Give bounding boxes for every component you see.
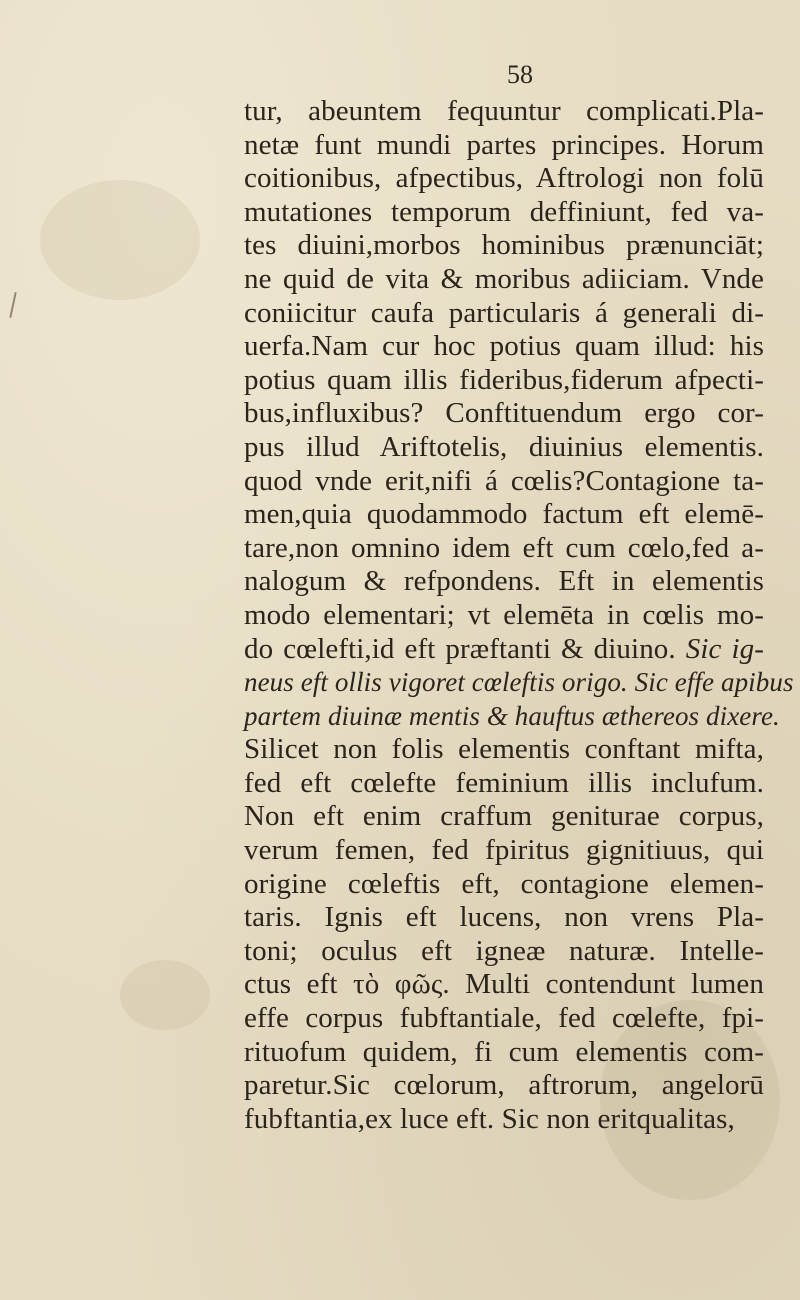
- text-line: taris. Ignis eft lucens, non vrens Pla-: [244, 901, 764, 934]
- text-line: coniicitur caufa particularis á generali di-: [244, 296, 764, 329]
- text-line: tur, abeuntem fequuntur complicati.Pla-: [244, 95, 764, 127]
- page-number: 58: [507, 60, 533, 89]
- text-roman: do cœlefti,id eft præftanti & diuino.: [244, 632, 676, 665]
- text-line: netæ funt mundi partes principes. Horum: [244, 128, 764, 161]
- text-line: coitionibus, afpectibus, Aftrologi non folū: [244, 162, 764, 195]
- text-line-italic: partem diuinæ mentis & hauftus æthereos dixere.: [244, 700, 780, 731]
- text-italic: Sic ig-: [685, 632, 765, 665]
- text-line: ne quid de vita & moribus adiiciam. Vnde: [244, 262, 764, 295]
- text-line: effe corpus fubftantiale, fed cœlefte, fpi-: [244, 1002, 764, 1035]
- text-line: quod vnde erit,nifi á cœlis?Contagione ta-: [244, 464, 764, 497]
- text-line: modo elementari; vt elemēta in cœlis mo-: [244, 598, 764, 631]
- text-line: Non eft enim craffum geniturae corpus,: [244, 800, 764, 833]
- text-line: uerfa.Nam cur hoc potius quam illud: his: [244, 330, 764, 363]
- text-line: rituofum quidem, fi cum elementis com-: [244, 1035, 764, 1068]
- text-line: tare,non omnino idem eft cum cœlo,fed a-: [244, 531, 764, 564]
- text-line: tes diuini,morbos hominibus prænunciāt;: [244, 229, 764, 262]
- text-line: fubftantia,ex luce eft. Sic non eritqualitas,: [244, 1102, 735, 1135]
- text-line: nalogum & refpondens. Eft in elementis: [244, 565, 764, 598]
- paper-stain: [120, 960, 210, 1030]
- text-line: origine cœleftis eft, contagione elemen-: [244, 867, 764, 900]
- text-line: potius quam illis fideribus,fiderum afpecti-: [244, 363, 764, 396]
- text-line: [244, 633, 764, 667]
- text-line: fed eft cœlefte feminium illis inclufum.: [244, 766, 764, 799]
- text-line: bus,influxibus? Conftituendum ergo cor-: [244, 397, 764, 430]
- text-line: Silicet non folis elementis conftant mifta,: [244, 733, 764, 766]
- text-line: men,quia quodammodo factum eft elemē-: [244, 498, 764, 531]
- body-text: [244, 95, 794, 1136]
- text-line: ctus eft τὸ φῶς. Multi contendunt lumen: [244, 968, 764, 1001]
- margin-pencil-mark: [9, 292, 16, 318]
- text-line: pus illud Ariftotelis, diuinius elementis.: [244, 430, 764, 463]
- text-line: mutationes temporum deffiniunt, fed va-: [244, 195, 764, 228]
- paper-stain: [40, 180, 200, 300]
- text-line-italic: neus eft ollis vigoret cœleftis origo. Sic effe apibus: [244, 667, 794, 698]
- text-line: toni; oculus eft igneæ naturæ. Intelle-: [244, 934, 764, 967]
- text-line: paretur.Sic cœlorum, aftrorum, angelorū: [244, 1069, 764, 1102]
- text-line: verum femen, fed fpiritus gignitiuus, qui: [244, 834, 764, 867]
